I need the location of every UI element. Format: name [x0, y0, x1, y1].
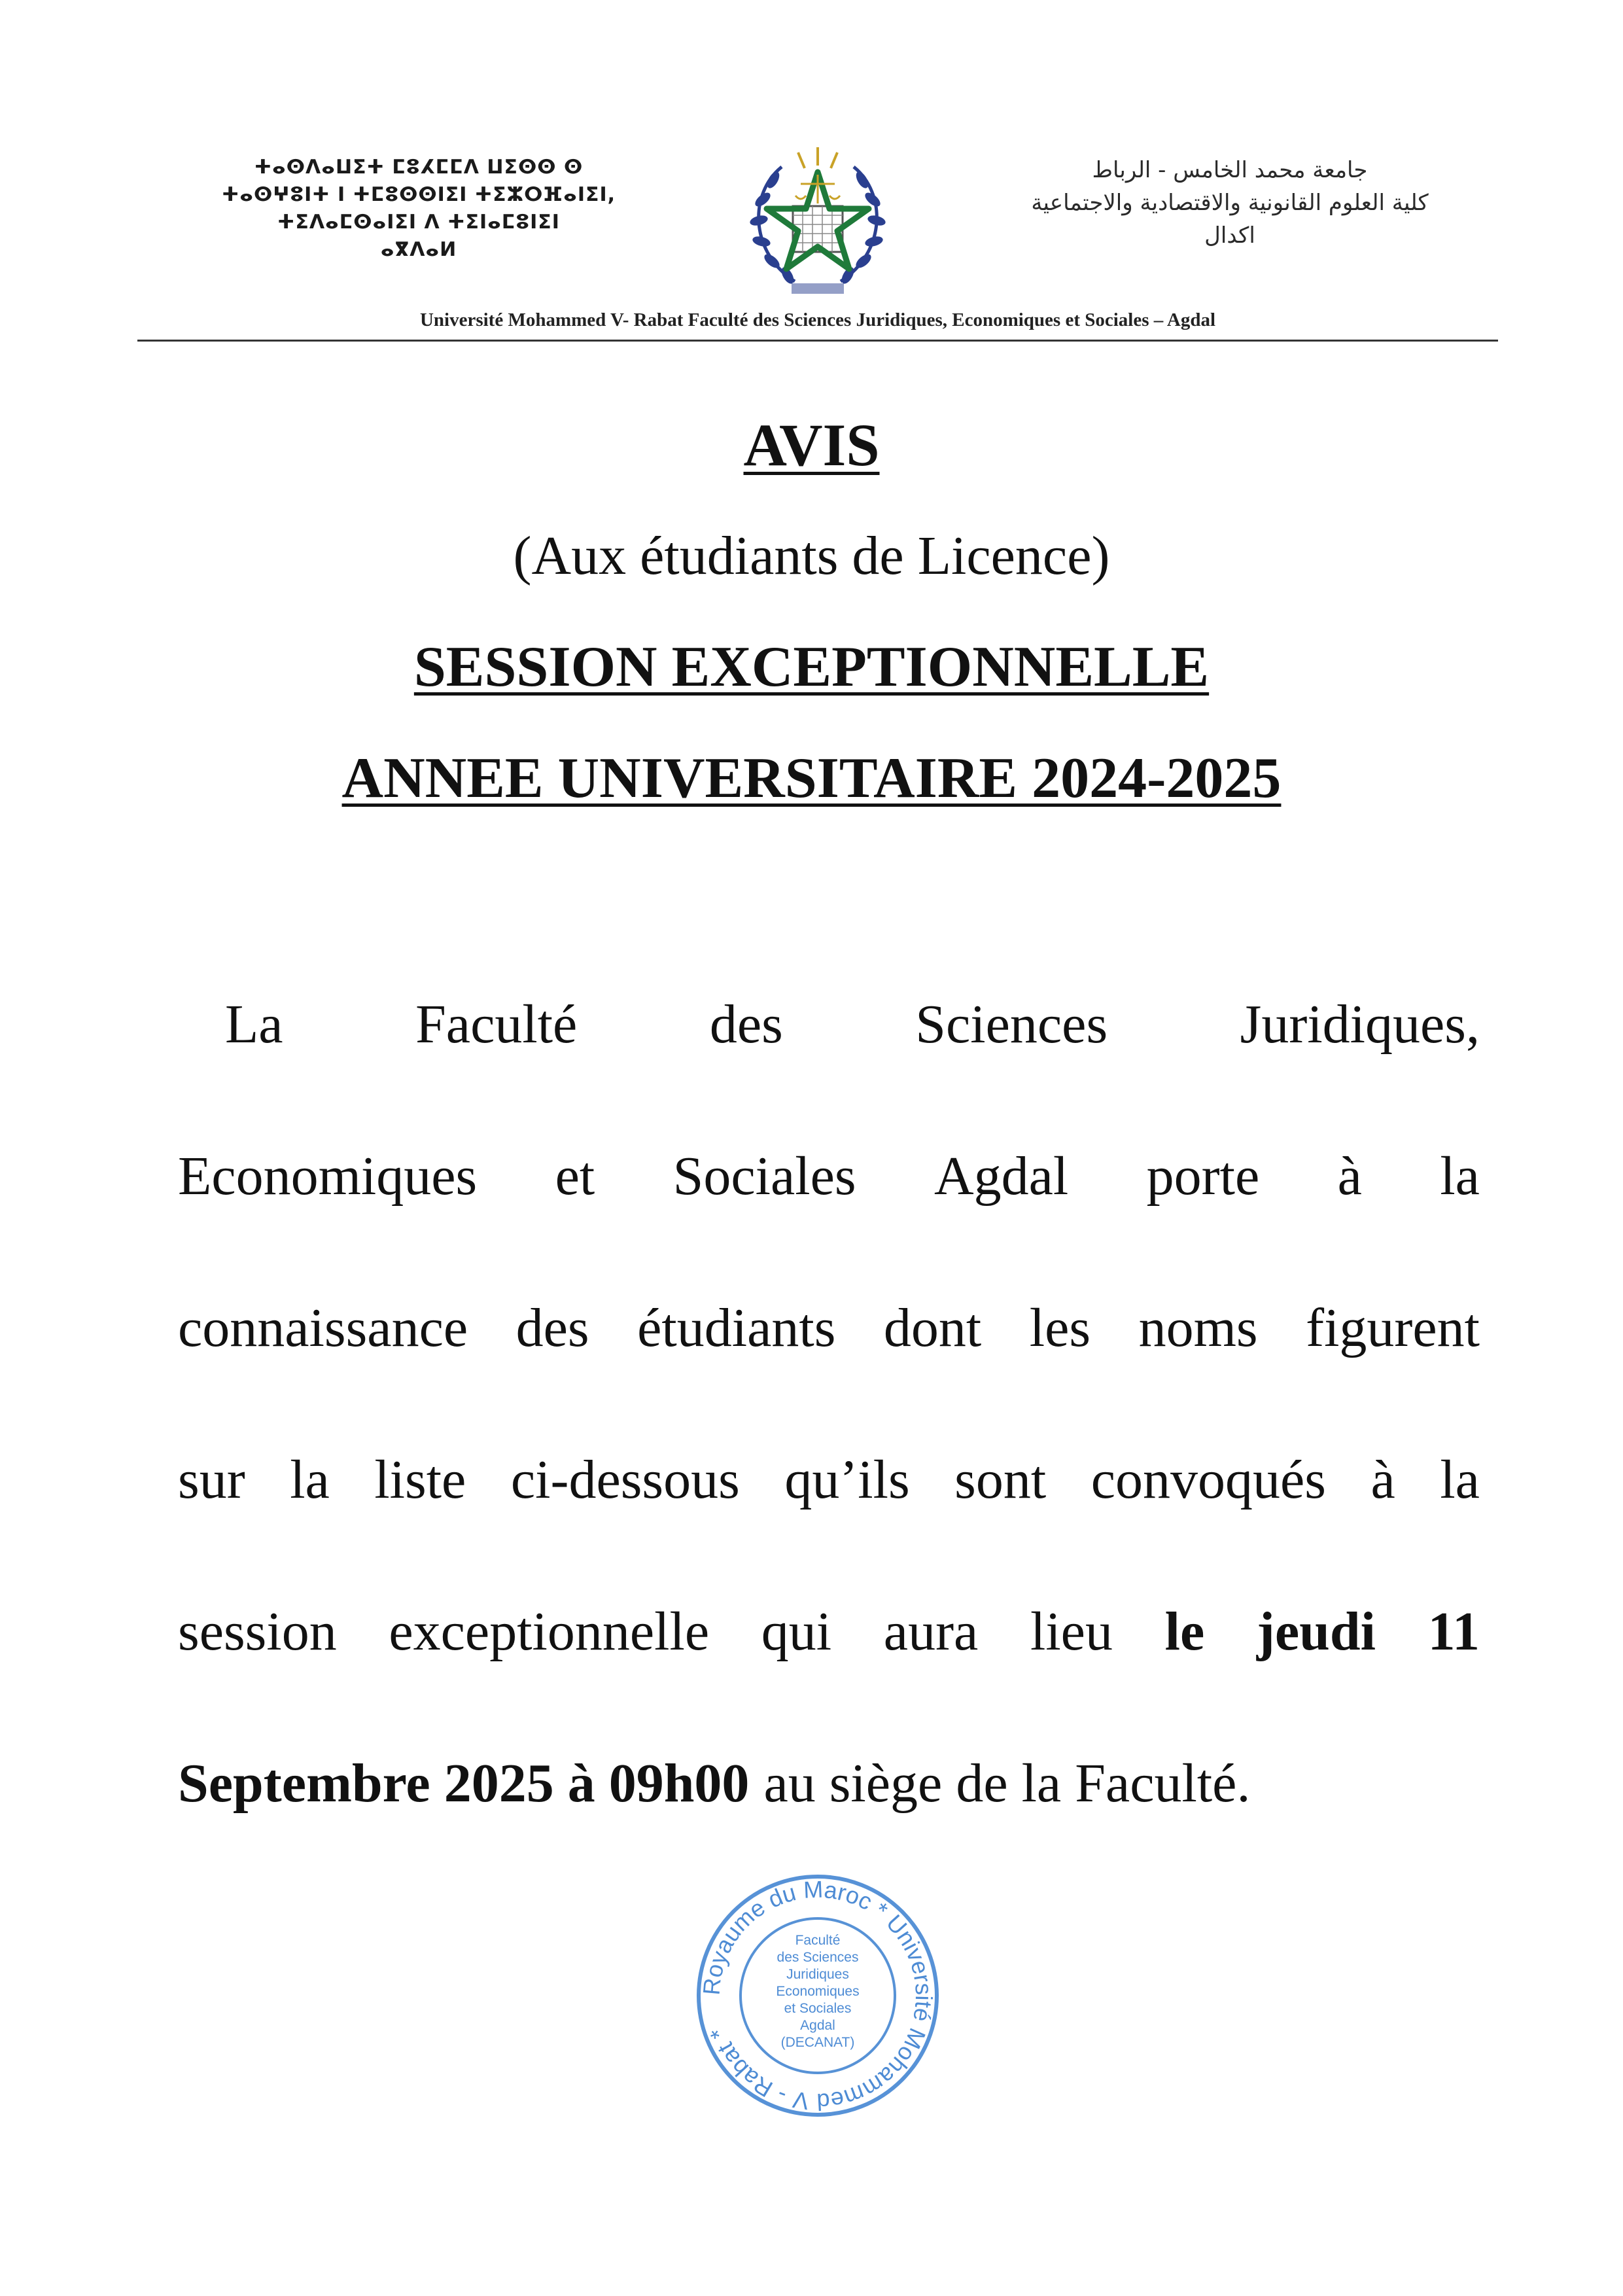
word: connaissance — [178, 1298, 468, 1358]
word: la — [1440, 1449, 1480, 1510]
word: sur — [178, 1449, 245, 1510]
stamp-line-3: Juridiques — [786, 1967, 849, 1982]
word: noms — [1138, 1298, 1258, 1358]
word: lieu — [1030, 1601, 1113, 1662]
word: figurent — [1306, 1298, 1480, 1358]
stamp-line-7: (DECANAT) — [780, 2035, 855, 2050]
word: Faculté — [415, 994, 578, 1055]
arabic-line-1: جامعة محمد الخامس - الرباط — [1092, 157, 1368, 183]
word: la — [1440, 1146, 1480, 1207]
date-word: jeudi — [1256, 1601, 1376, 1662]
heading-academic-year: ANNEE UNIVERSITAIRE 2024-2025 — [341, 747, 1282, 810]
date-word: le — [1164, 1601, 1205, 1662]
heading-audience: (Aux étudiants de Licence) — [513, 525, 1110, 586]
stamp-line-5: et Sociales — [784, 2001, 852, 2016]
body-line-5 — [178, 1556, 1480, 1708]
stamp-line-1: Faculté — [795, 1933, 841, 1948]
arabic-header — [968, 154, 1492, 252]
word: Juridiques, — [1240, 994, 1480, 1055]
stamp-line-2: des Sciences — [777, 1950, 859, 1965]
body-line-3 — [178, 1252, 1480, 1404]
letterhead — [137, 141, 1498, 350]
tifinagh-line-2: ⵜⴰⵙⵖⵓⵏⵜ ⵏ ⵜⵎⵓⵙⵙⵏⵉⵏ ⵜⵉⵣⵔⴼⴰⵏⵉⵏ, — [221, 183, 616, 206]
faculty-stamp-icon — [693, 1871, 942, 2120]
word: porte — [1146, 1146, 1260, 1207]
location-text: au siège de la Faculté. — [763, 1753, 1251, 1814]
word: exceptionnelle — [389, 1601, 710, 1662]
word: des — [709, 994, 783, 1055]
stamp-line-6: Agdal — [800, 2018, 835, 2033]
word: dont — [883, 1298, 982, 1358]
body-line-6 — [178, 1708, 1480, 1860]
heading-avis: AVIS — [743, 412, 880, 478]
word: à — [1337, 1146, 1362, 1207]
word: Sciences — [915, 994, 1108, 1055]
arabic-line-3: اكدال — [1204, 222, 1255, 249]
word: sont — [954, 1449, 1047, 1510]
notice-headings — [0, 406, 1623, 818]
word: et — [555, 1146, 595, 1207]
stamp-line-4: Economiques — [776, 1984, 860, 1999]
word: des — [515, 1298, 589, 1358]
date-word: 11 — [1427, 1601, 1480, 1662]
word: la — [290, 1449, 330, 1510]
arabic-line-2: كلية العلوم القانونية والاقتصادية والاجتماعية — [1031, 190, 1429, 216]
word: La — [225, 994, 283, 1055]
word: convoqués — [1091, 1449, 1326, 1510]
word: Agdal — [934, 1146, 1069, 1207]
tifinagh-line-4: ⴰⴳⴷⴰⵍ — [380, 238, 457, 261]
university-emblem-icon — [720, 141, 916, 304]
word: Sociales — [672, 1146, 856, 1207]
word: qu’ils — [784, 1449, 910, 1510]
tifinagh-line-1: ⵜⴰⵙⴷⴰⵡⵉⵜ ⵎⵓⵃⵎⵎⴷ ⵡⵉⵙⵙ ⵙ — [254, 156, 584, 179]
body-line-1 — [178, 949, 1480, 1101]
stamp-ring-text: Royaume du Maroc * Université Mohammed V - Rabat * — [697, 1875, 938, 2116]
word: les — [1029, 1298, 1091, 1358]
word: étudiants — [637, 1298, 836, 1358]
word: Economiques — [178, 1146, 478, 1207]
word: liste — [374, 1449, 466, 1510]
word: aura — [883, 1601, 979, 1662]
heading-session: SESSION EXCEPTIONNELLE — [413, 635, 1210, 699]
body-line-4 — [178, 1404, 1480, 1556]
university-line: Université Mohammed V- Rabat Faculté des Sciences Juridiques, Economiques et Sociales – Agdal — [419, 309, 1216, 330]
word: à — [1370, 1449, 1395, 1510]
tifinagh-line-3: ⵜⵉⴷⴰⵎⵙⴰⵏⵉⵏ ⴷ ⵜⵉⵏⴰⵎⵓⵏⵉⵏ — [277, 211, 560, 234]
body-line-2 — [178, 1101, 1480, 1252]
tifinagh-header — [150, 154, 687, 264]
date-time-text: Septembre 2025 à 09h00 — [178, 1753, 750, 1814]
word: ci-dessous — [510, 1449, 740, 1510]
notice-body — [178, 949, 1480, 1860]
header-divider — [137, 340, 1498, 342]
word: session — [178, 1601, 337, 1662]
word: qui — [761, 1601, 832, 1662]
